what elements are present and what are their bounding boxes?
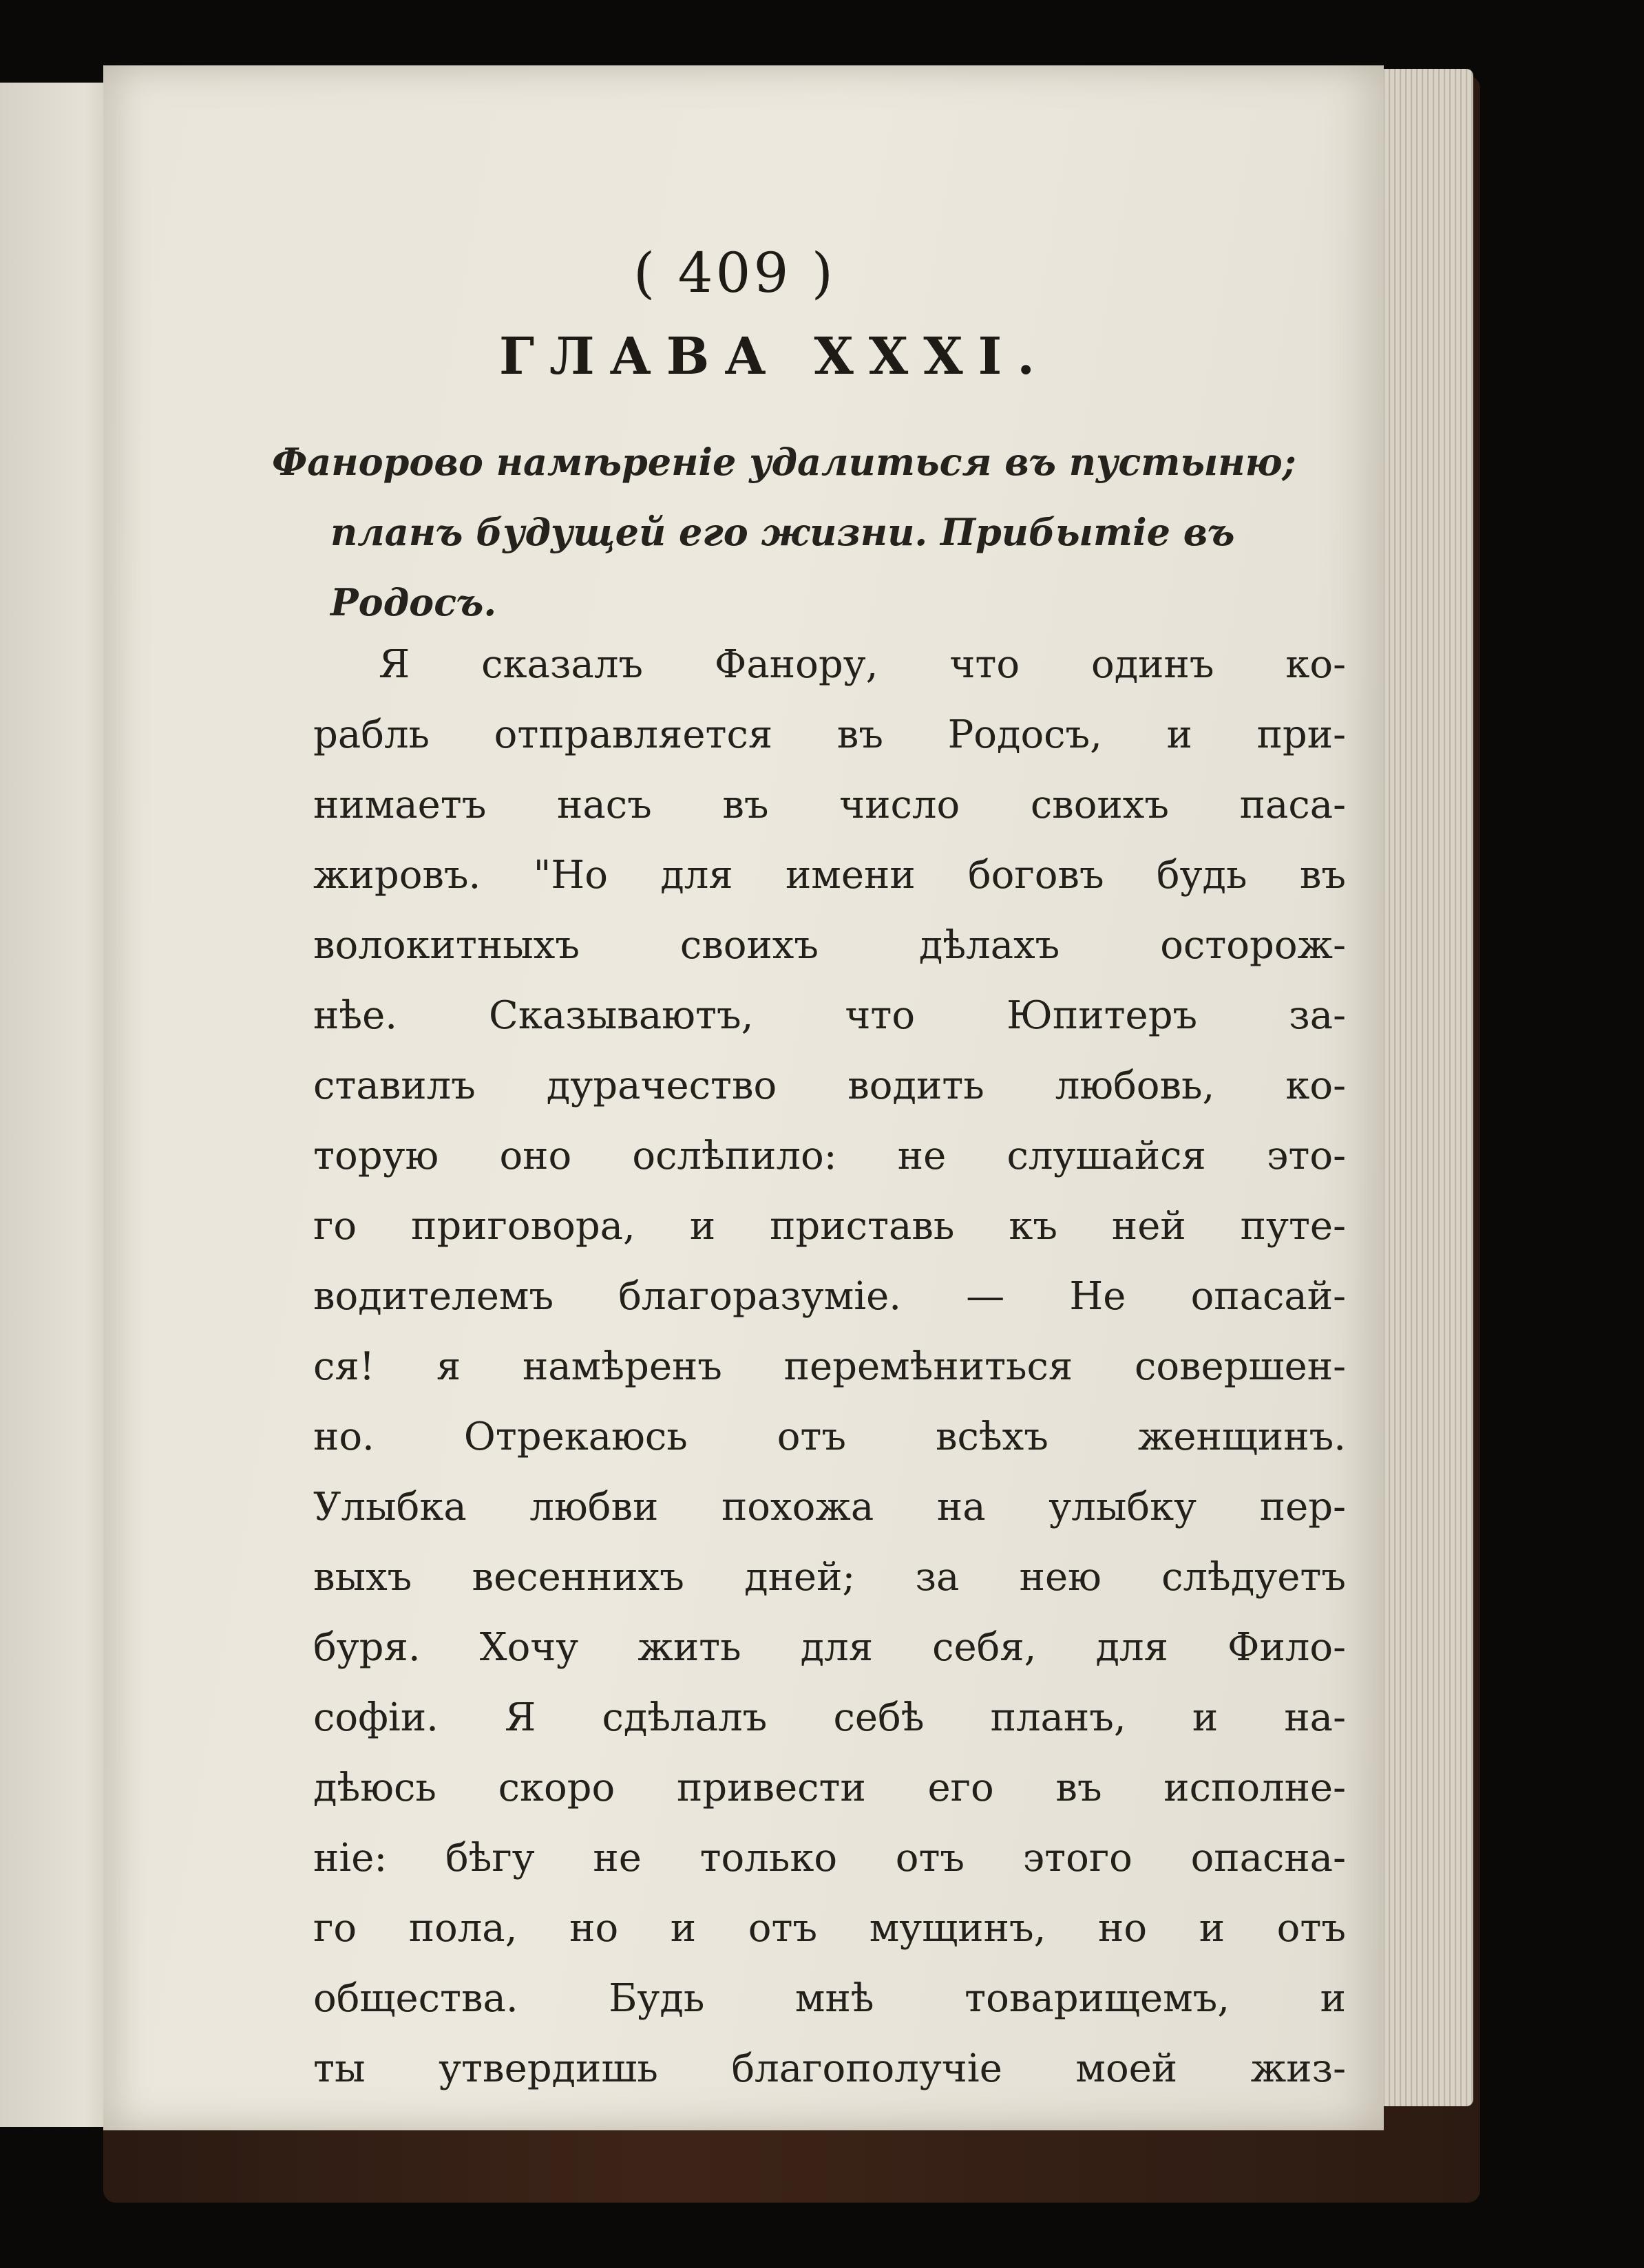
text-line: ставилъ дурачество водить любовь, ко-	[313, 1063, 1346, 1108]
body-text	[313, 630, 1346, 2104]
text-line: торую оно ослѣпило: не слушайся это-	[313, 1134, 1346, 1178]
summary-line: Родосъ.	[330, 580, 497, 624]
text-line: дѣюсь скоро привести его въ исполне-	[313, 1766, 1346, 1810]
chapter-heading: ГЛАВА XXXI.	[499, 327, 1050, 386]
chapter-summary	[272, 427, 1296, 637]
text-line: волокитныхъ своихъ дѣлахъ осторож-	[313, 923, 1346, 968]
text-line: жировъ. "Но для имени боговъ будь въ	[313, 853, 1346, 898]
book-page	[103, 65, 1384, 2130]
text-line: буря. Хочу жить для себя, для Фило-	[313, 1625, 1346, 1670]
summary-line: Фанорово намѣреніе удалиться въ пустыню;	[272, 440, 1296, 484]
text-line: ты утвердишь благополучіе моей жиз-	[313, 2046, 1346, 2091]
text-line: Я сказалъ Фанору, что одинъ ко-	[379, 642, 1346, 687]
text-line: водителемъ благоразуміе. — Не опасай-	[313, 1274, 1346, 1319]
text-line: нимаетъ насъ въ число своихъ паса-	[313, 783, 1346, 827]
summary-line: планъ будущей его жизни. Прибытіе въ	[330, 510, 1235, 554]
text-line: нѣе. Сказываютъ, что Юпитеръ за-	[313, 993, 1346, 1038]
text-line: рабль отправляется въ Родосъ, и при-	[313, 712, 1346, 757]
text-line: ся! я намѣренъ перемѣниться совершен-	[313, 1344, 1346, 1389]
text-line: выхъ весеннихъ дней; за нею слѣдуетъ	[313, 1555, 1346, 1600]
page-number: ( 409 )	[633, 241, 836, 305]
text-line: софіи. Я сдѣлалъ себѣ планъ, и на-	[313, 1695, 1346, 1740]
text-line: го приговора, и приставь къ ней путе-	[313, 1204, 1346, 1249]
text-line: общества. Будь мнѣ товарищемъ, и	[313, 1976, 1346, 2021]
text-line: но. Отрекаюсь отъ всѣхъ женщинъ.	[313, 1414, 1346, 1459]
text-line: го пола, но и отъ мущинъ, но и отъ	[313, 1906, 1346, 1951]
text-line: Улыбка любви похожа на улыбку пер-	[313, 1485, 1346, 1529]
text-line: ніе: бѣгу не только отъ этого опасна-	[313, 1836, 1346, 1880]
